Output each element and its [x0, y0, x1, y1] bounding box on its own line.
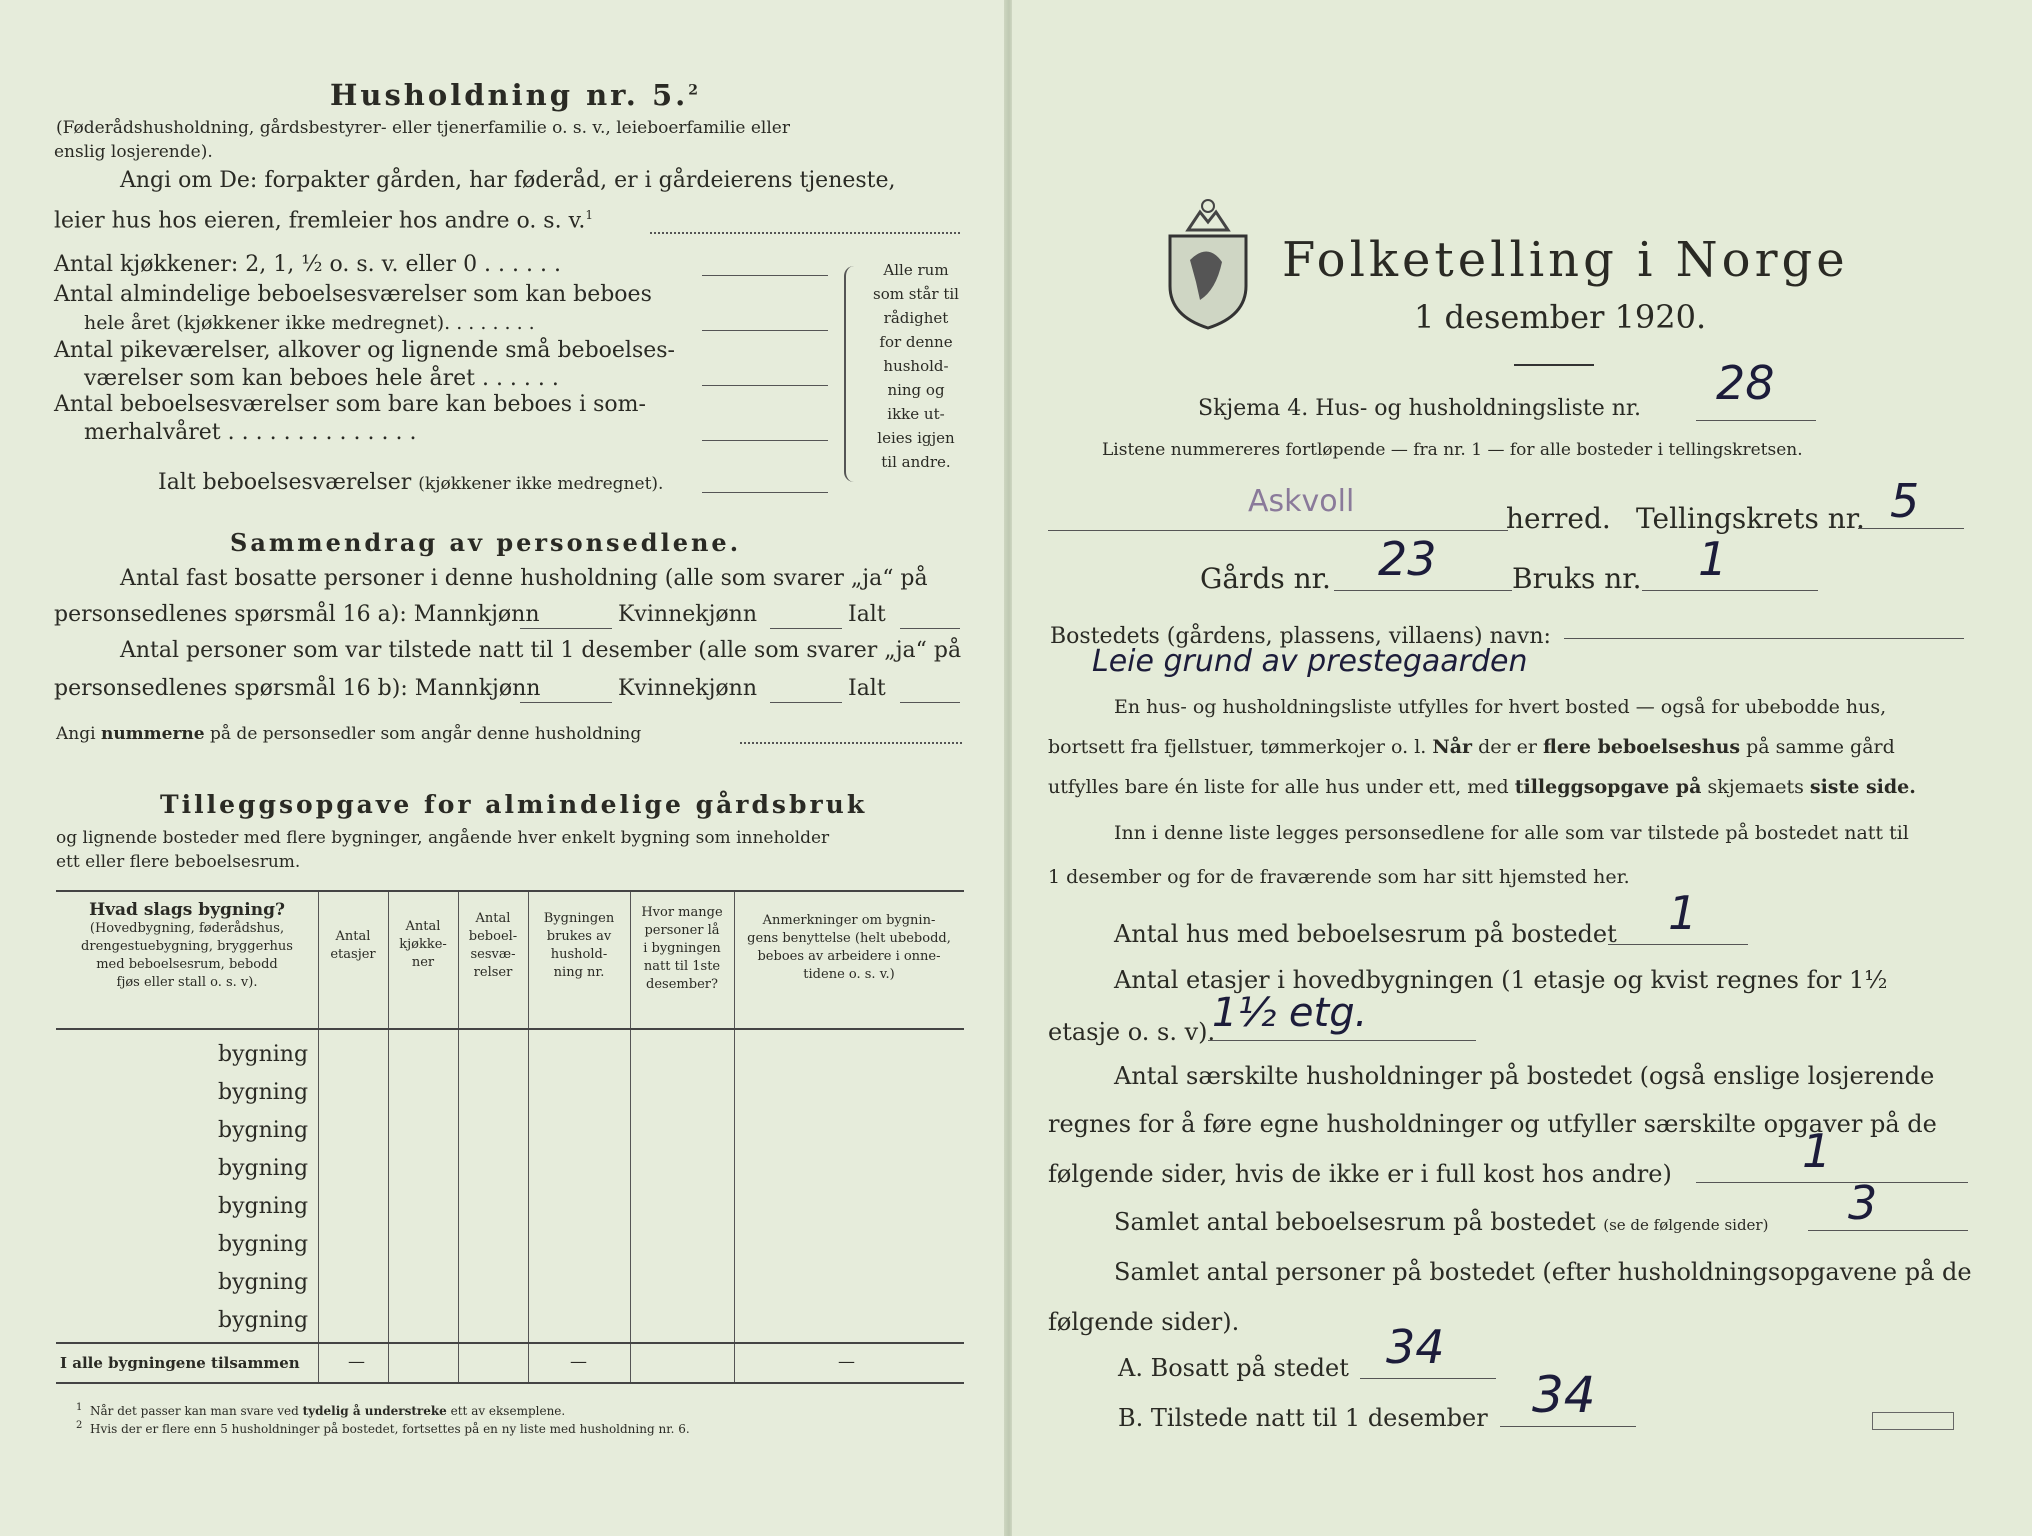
saerskilte-value: 1	[1802, 1124, 1832, 1178]
header-kitchens: Antal kjøkke- ner	[399, 919, 447, 970]
bosatt-label: A. Bosatt på stedet	[1118, 1354, 1349, 1382]
herred-field[interactable]	[1048, 530, 1508, 531]
antal-etasjer-2: etasje o. s. v).	[1048, 1018, 1216, 1046]
rooms-summer-2: merhalvåret . . . . . . . . . . . . . .	[84, 420, 417, 445]
antal-etasjer-value: 1½ etg.	[1212, 990, 1368, 1036]
resident-male-field[interactable]	[520, 628, 612, 629]
table-row[interactable]: bygning	[218, 1042, 309, 1067]
household-title: Husholdning nr. 5.$^2$	[330, 78, 702, 112]
left-page	[0, 0, 1010, 1536]
summary-present-1: Antal personer som var tilstede natt til 1 desember (alle som svarer „ja“ på	[120, 638, 962, 663]
rooms-maid-1: Antal pikeværelser, alkover og lignende små beboelses-	[54, 338, 675, 363]
form-date: 1 desember 1920.	[1414, 298, 1707, 336]
bosatt-value: 34	[1386, 1320, 1445, 1374]
buildings-table	[56, 890, 964, 1372]
bostedets-field[interactable]	[1564, 638, 1964, 639]
form-title: Folketelling i Norge	[1282, 232, 1849, 288]
saerskilte-field[interactable]	[1696, 1182, 1968, 1183]
para2-line1: Inn i denne liste legges personsedlene for alle som var tilstede på bostedet natt til	[1114, 822, 1909, 844]
tilstede-field[interactable]	[1500, 1426, 1636, 1427]
skjema-value: 28	[1716, 356, 1775, 410]
angi-numre-field[interactable]	[740, 742, 962, 744]
skjema-field[interactable]	[1696, 420, 1816, 421]
summary-title: Sammendrag av personsedlene.	[230, 528, 742, 557]
present-male-field[interactable]	[520, 702, 612, 703]
total-floors: —	[348, 1352, 365, 1372]
rooms-maid-2: værelser som kan beboes hele året . . . . . .	[84, 366, 559, 391]
header-household-no: Bygningen brukes av hushold- ning nr.	[543, 911, 615, 980]
herred-label: herred.	[1506, 502, 1611, 535]
total-label: I alle bygningene tilsammen	[60, 1354, 300, 1372]
bosatt-field[interactable]	[1360, 1378, 1496, 1379]
angi-answer-line[interactable]	[650, 232, 960, 234]
summary-present-female: Kvinnekjønn	[618, 676, 757, 701]
table-row[interactable]: bygning	[218, 1194, 309, 1219]
summary-resident-total: Ialt	[848, 602, 886, 627]
angi-line-1: Angi om De: forpakter gården, har føderåd, er i gårdeierens tjeneste,	[120, 168, 896, 193]
footnote-2: $^2$ Hvis der er flere enn 5 husholdninger på bostedet, fortsettes på en ny liste med husholdning nr. 6.	[76, 1420, 690, 1436]
summary-resident-female: Kvinnekjønn	[618, 602, 757, 627]
tilstede-value: 34	[1532, 1366, 1596, 1424]
household-subtitle-2: enslig losjerende).	[54, 142, 213, 162]
rooms-ordinary-1: Antal almindelige beboelsesværelser som kan beboes	[54, 282, 652, 307]
saerskilte-1: Antal særskilte husholdninger på bostedet (også enslige losjerende	[1114, 1062, 1935, 1090]
skjema-label: Skjema 4. Hus- og husholdningsliste nr.	[1198, 396, 1641, 421]
samlet-personer-1: Samlet antal personer på bostedet (efter husholdningsopgavene på de	[1114, 1258, 1972, 1286]
ialt-rooms: Ialt beboelsesværelser (kjøkkener ikke medregnet).	[158, 470, 664, 495]
listene-note: Listene nummereres fortløpende — fra nr. 1 — for alle bosteder i tellingskretsen.	[1102, 440, 1803, 460]
bostedets-value: Leie grund av prestegaarden	[1092, 644, 1528, 679]
table-row[interactable]: bygning	[218, 1232, 309, 1257]
answer-ordinary[interactable]	[702, 330, 828, 331]
rooms-kitchens: Antal kjøkkener: 2, 1, ½ o. s. v. eller 0 . . . . . .	[54, 252, 561, 277]
title-rule	[1514, 364, 1594, 366]
bracket-note: Alle rum som står til rådighet for denne hushold- ning og ikke ut- leies igjen til andre.	[873, 261, 959, 471]
header-floors: Antal etasjer	[330, 929, 376, 962]
gards-field[interactable]	[1334, 590, 1512, 591]
gards-label: Gårds nr.	[1200, 562, 1331, 595]
answer-ialt[interactable]	[702, 492, 828, 493]
tellingskrets-field[interactable]	[1858, 528, 1964, 529]
para1-line2: bortsett fra fjellstuer, tømmerkojer o. l. Når der er flere beboelseshus på samme gård	[1048, 736, 1895, 758]
col-line-1	[318, 892, 319, 1382]
printer-mark-icon	[1872, 1412, 1954, 1430]
angi-line-2: leier hus hos eieren, fremleier hos andre o. s. v.$^1$	[54, 208, 594, 234]
tilstede-label: B. Tilstede natt til 1 desember	[1118, 1404, 1488, 1432]
header-remarks: Anmerkninger om bygnin- gens benyttelse (helt ubebodd, beboes av arbeidere i onne- tidene o. s. v.)	[747, 913, 951, 982]
angi-numre: Angi nummerne på de personsedler som angår denne husholdning	[56, 724, 642, 744]
total-household: —	[570, 1352, 587, 1372]
present-female-field[interactable]	[770, 702, 842, 703]
resident-female-field[interactable]	[770, 628, 842, 629]
answer-maid[interactable]	[702, 385, 828, 386]
right-page	[1012, 0, 2032, 1536]
samlet-rum-label: Samlet antal beboelsesrum på bostedet (se de følgende sider)	[1114, 1208, 1769, 1236]
rows-rule	[56, 1342, 964, 1344]
footnote-1: $^1$ Når det passer kan man svare ved tydelig å understreke ett av eksemplene.	[76, 1402, 566, 1418]
rooms-ordinary-2: hele året (kjøkkener ikke medregnet). . . . . . . .	[84, 312, 535, 334]
header-rule	[56, 1028, 964, 1030]
samlet-personer-2: følgende sider).	[1048, 1308, 1240, 1336]
summary-resident-2: personsedlenes spørsmål 16 a): Mannkjønn	[54, 602, 540, 627]
antal-etasjer-1: Antal etasjer i hovedbygningen (1 etasje og kvist regnes for 1½	[1114, 966, 1888, 994]
para2-line2: 1 desember og for de fraværende som har sitt hjemsted her.	[1048, 866, 1630, 888]
summary-present-total: Ialt	[848, 676, 886, 701]
tellingskrets-label: Tellingskrets nr.	[1636, 502, 1865, 535]
saerskilte-2: regnes for å føre egne husholdninger og utfyller særskilte opgaver på de	[1048, 1110, 1937, 1138]
table-row[interactable]: bygning	[218, 1118, 309, 1143]
coat-of-arms-icon	[1160, 190, 1256, 334]
total-remarks: —	[838, 1352, 855, 1372]
resident-total-field[interactable]	[900, 628, 960, 629]
herred-value: Askvoll	[1248, 484, 1355, 519]
antal-hus-value: 1	[1668, 886, 1698, 940]
antal-hus-field[interactable]	[1608, 944, 1748, 945]
para1-line3: utfylles bare én liste for alle hus under ett, med tilleggsopgave på skjemaets siste side.	[1048, 776, 1916, 798]
table-row[interactable]: bygning	[218, 1270, 309, 1295]
saerskilte-3: følgende sider, hvis de ikke er i full kost hos andre)	[1048, 1160, 1672, 1188]
header-rooms: Antal beboel- sesvæ- relser	[468, 911, 518, 980]
bostedets-label: Bostedets (gårdens, plassens, villaens) navn:	[1050, 624, 1551, 649]
bracket	[844, 266, 860, 482]
tillegg-title: Tilleggsopgave for almindelige gårdsbruk	[160, 790, 868, 819]
gards-value: 23	[1378, 532, 1437, 586]
table-row[interactable]: bygning	[218, 1308, 309, 1333]
present-total-field[interactable]	[900, 702, 960, 703]
tellingskrets-value: 5	[1890, 474, 1920, 528]
answer-kitchens[interactable]	[702, 275, 828, 276]
bruks-field[interactable]	[1642, 590, 1818, 591]
household-subtitle-1: (Føderådshusholdning, gårdsbestyrer- eller tjenerfamilie o. s. v., leieboerfamilie eller	[56, 118, 790, 138]
answer-summer[interactable]	[702, 440, 828, 441]
summary-present-2: personsedlenes spørsmål 16 b): Mannkjønn	[54, 676, 541, 701]
bruks-value: 1	[1698, 532, 1728, 586]
header-building-type: Hvad slags bygning? (Hovedbygning, føderådshus, drengestuebygning, bryggerhus med beboelsesrum, bebodd fjøs eller stall o. s. v).	[81, 900, 293, 990]
para1-line1: En hus- og husholdningsliste utfylles for hvert bosted — også for ubebodde hus,	[1114, 696, 1887, 718]
antal-hus-label: Antal hus med beboelsesrum på bostedet	[1114, 920, 1617, 948]
header-persons: Hvor mange personer lå i bygningen natt til 1ste desember?	[641, 905, 723, 992]
samlet-rum-value: 3	[1848, 1176, 1878, 1230]
table-row[interactable]: bygning	[218, 1080, 309, 1105]
table-row[interactable]: bygning	[218, 1156, 309, 1181]
antal-etasjer-field[interactable]	[1208, 1040, 1476, 1041]
total-rule	[56, 1382, 964, 1384]
rooms-summer-1: Antal beboelsesværelser som bare kan beboes i som-	[54, 392, 646, 417]
samlet-rum-field[interactable]	[1808, 1230, 1968, 1231]
summary-resident-1: Antal fast bosatte personer i denne husholdning (alle som svarer „ja“ på	[120, 566, 928, 591]
tillegg-line-2: ett eller flere beboelsesrum.	[56, 852, 301, 872]
tillegg-line-1: og lignende bosteder med flere bygninger, angående hver enkelt bygning som inneholder	[56, 828, 830, 848]
bruks-label: Bruks nr.	[1512, 562, 1642, 595]
